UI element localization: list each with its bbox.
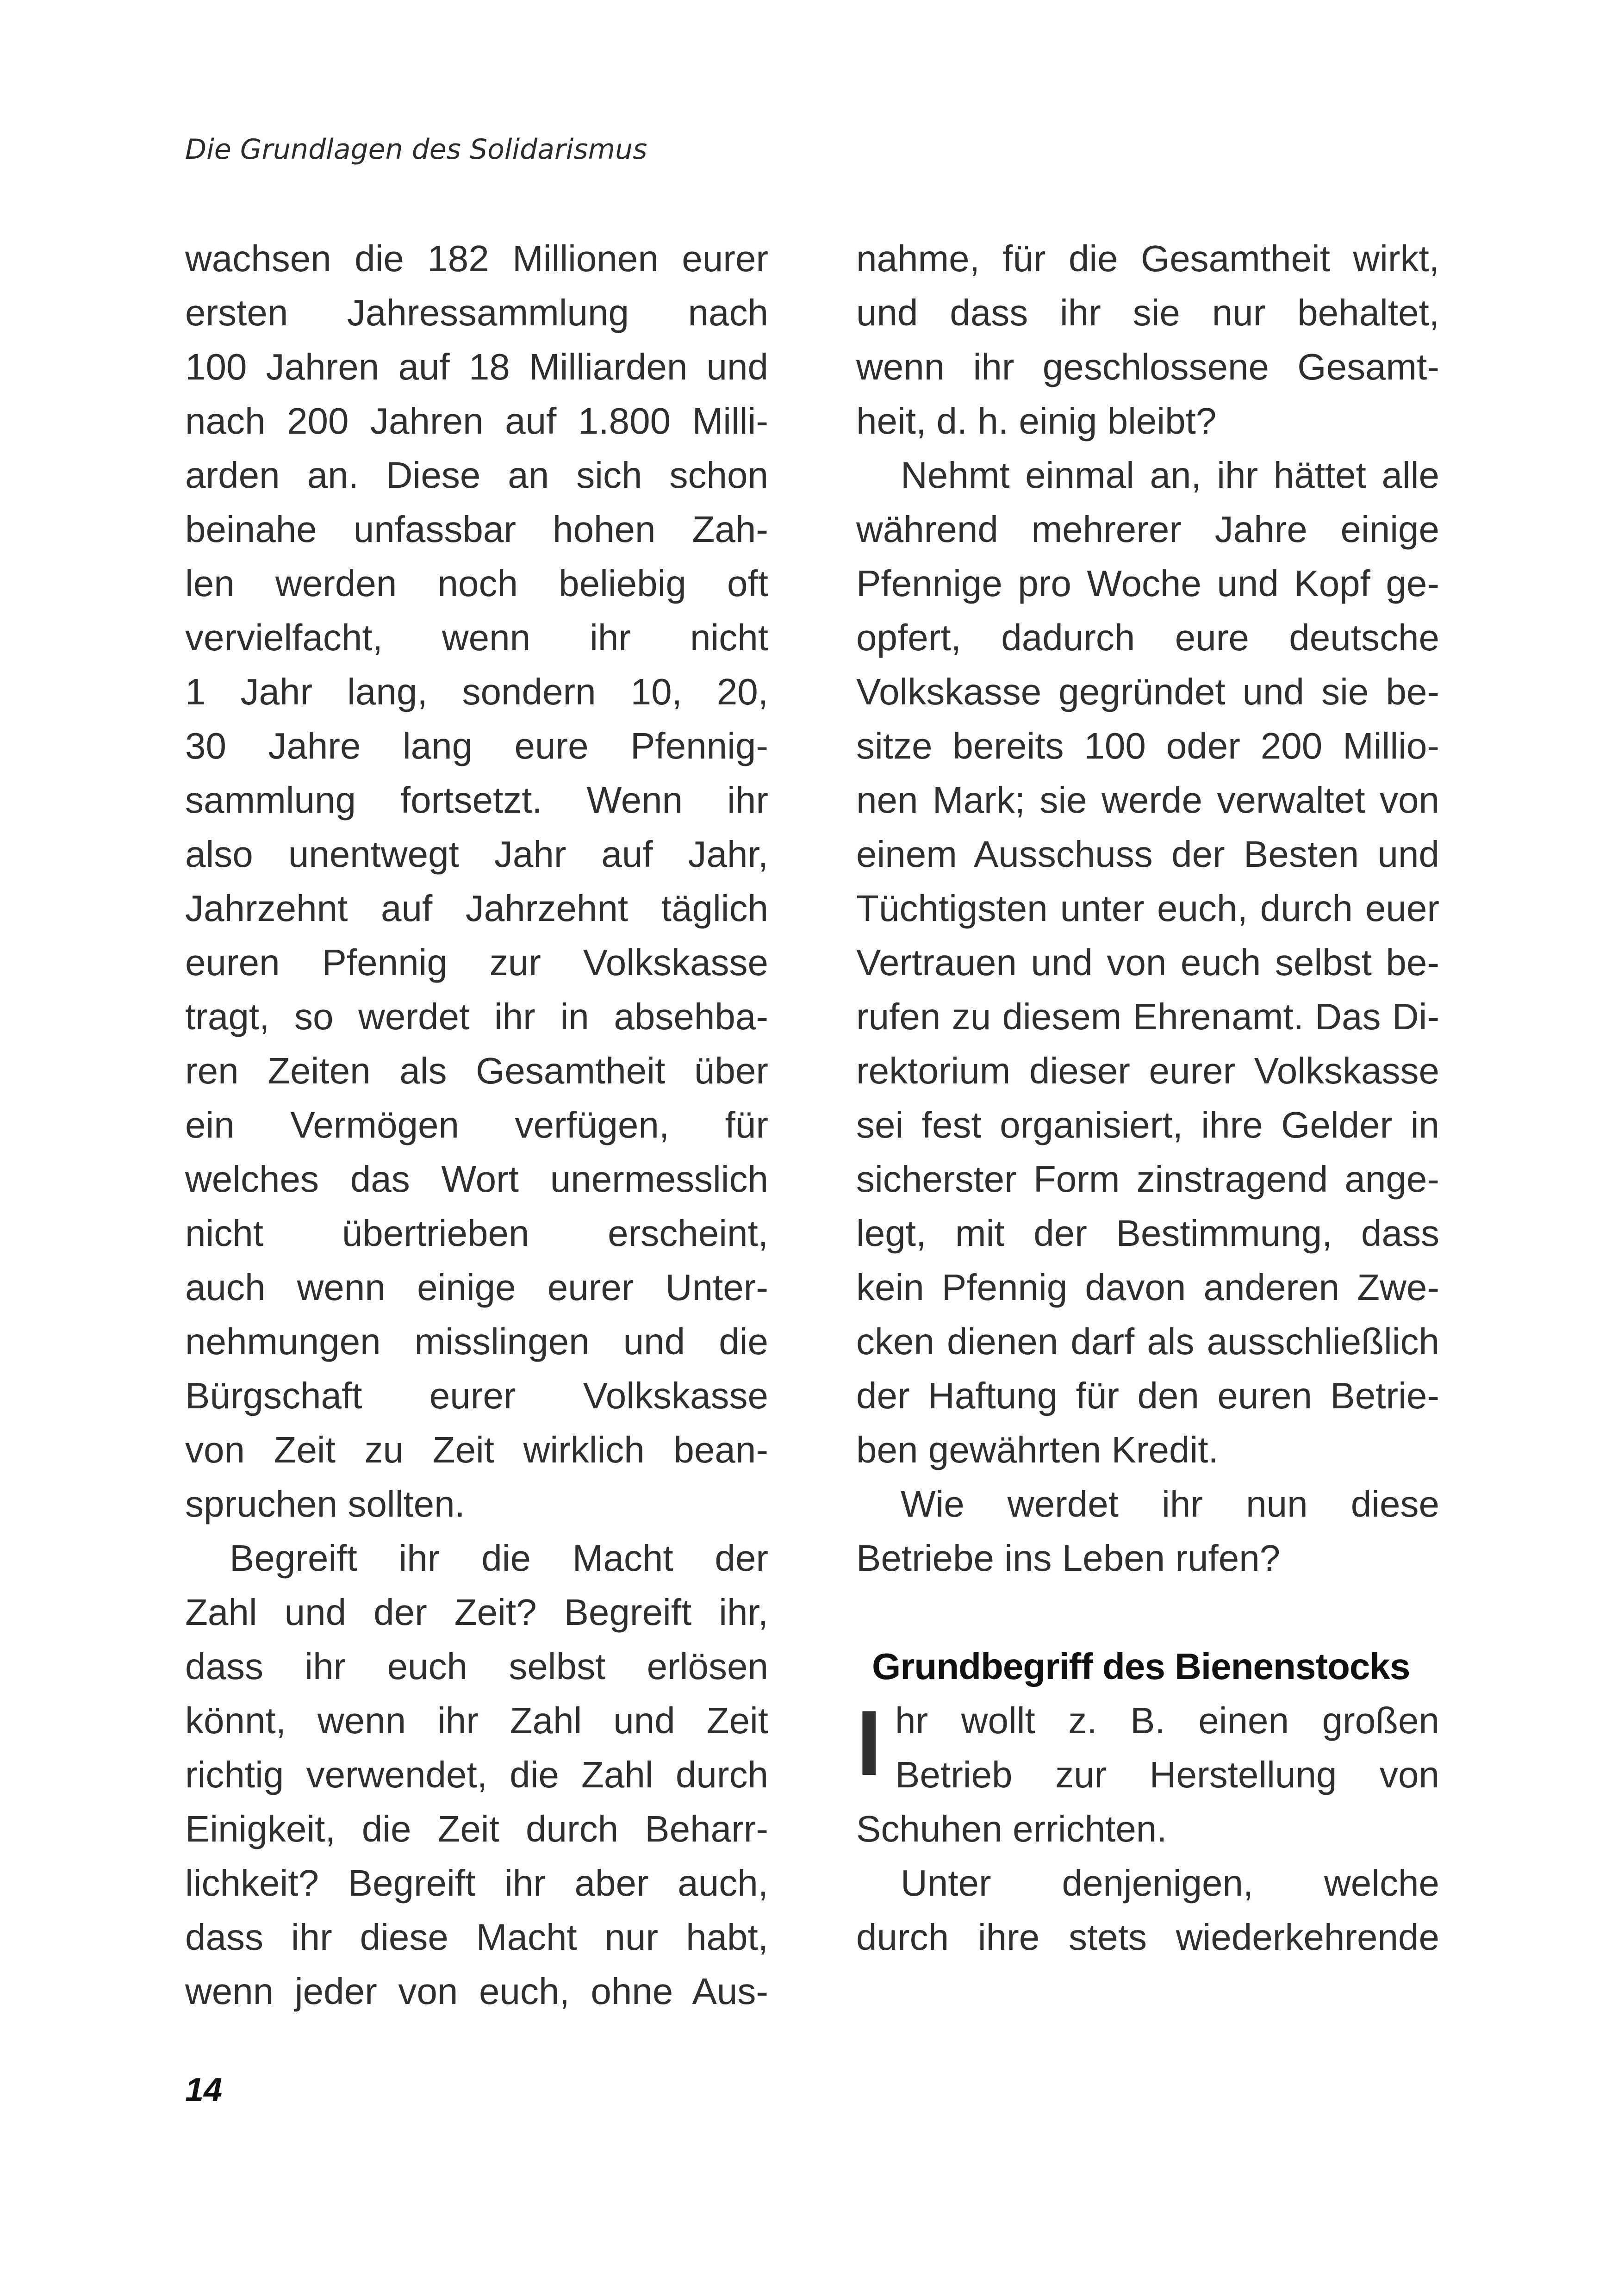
text-line: Vertrauen und von euch selbst be- — [856, 942, 1439, 983]
text-line: nen Mark; sie werde verwaltet von — [856, 779, 1439, 821]
text-line: Volkskasse gegründet und sie be- — [856, 671, 1439, 712]
text-line: cken dienen darf als ausschließlich — [856, 1321, 1439, 1362]
text-line: einem Ausschuss der Besten und — [856, 834, 1439, 875]
text-line: sitze bereits 100 oder 200 Millio- — [856, 725, 1439, 766]
text-line: dass ihr diese Macht nur habt, — [185, 1916, 768, 1958]
right-column — [856, 231, 1439, 1964]
text-line: Tüchtigsten unter euch, durch euer — [856, 888, 1439, 929]
text-line: ren Zeiten als Gesamtheit über — [185, 1050, 768, 1091]
text-line: 30 Jahre lang eure Pfennig- — [185, 725, 768, 766]
text-line: nehmungen misslingen und die — [185, 1321, 768, 1362]
text-line: nicht übertrieben erscheint, — [185, 1213, 768, 1254]
text-line: also unentwegt Jahr auf Jahr, — [185, 834, 768, 875]
text-line: nach 200 Jahren auf 1.800 Milli- — [185, 400, 768, 442]
text-line: arden an. Diese an sich schon — [185, 454, 768, 496]
text-line: Nehmt einmal an, ihr hättet alle — [901, 454, 1439, 496]
text-line: heit, d. h. einig bleibt? — [856, 400, 1217, 442]
text-line: spruchen sollten. — [185, 1483, 465, 1524]
page-number: 14 — [185, 2072, 223, 2109]
text-line: ein Vermögen verfügen, für — [185, 1104, 768, 1145]
text-line: 1 Jahr lang, sondern 10, 20, — [185, 671, 768, 712]
text-line: rufen zu diesem Ehrenamt. Das Di- — [856, 996, 1439, 1037]
text-line: könnt, wenn ihr Zahl und Zeit — [185, 1700, 768, 1741]
text-line: von Zeit zu Zeit wirklich bean- — [185, 1429, 768, 1470]
text-line: auch wenn einige eurer Unter- — [185, 1267, 768, 1308]
text-line: lichkeit? Begreift ihr aber auch, — [185, 1862, 768, 1904]
text-line: Bürgschaft eurer Volkskasse — [185, 1375, 768, 1416]
text-line: während mehrerer Jahre einige — [856, 509, 1439, 550]
text-line: euren Pfennig zur Volkskasse — [185, 942, 768, 983]
text-line: durch ihre stets wiederkehrende — [856, 1916, 1439, 1958]
text-line: dass ihr euch selbst erlösen — [185, 1646, 768, 1687]
text-line: richtig verwendet, die Zahl durch — [185, 1754, 768, 1795]
text-line: und dass ihr sie nur behaltet, — [856, 292, 1439, 333]
text-line: rektorium dieser eurer Volkskasse — [856, 1050, 1439, 1091]
text-line: beinahe unfassbar hohen Zah- — [185, 509, 768, 550]
text-line: sammlung fortsetzt. Wenn ihr — [185, 779, 768, 821]
text-line: Pfennige pro Woche und Kopf ge- — [856, 563, 1439, 604]
text-line: opfert, dadurch eure deutsche — [856, 617, 1439, 658]
text-line: len werden noch beliebig oft — [185, 563, 768, 604]
drop-cap: I — [856, 1692, 882, 1795]
text-line: Wie werdet ihr nun diese — [901, 1483, 1439, 1524]
text-line: vervielfacht, wenn ihr nicht — [185, 617, 768, 658]
text-line-content: hr wollt z. B. einen großen — [895, 1700, 1439, 1741]
text-line: welches das Wort unermesslich — [185, 1158, 768, 1200]
text-line: ben gewährten Kredit. — [856, 1429, 1219, 1470]
text-line: tragt, so werdet ihr in absehba- — [185, 996, 768, 1037]
text-line: Begreift ihr die Macht der — [230, 1537, 768, 1579]
text-line: 100 Jahren auf 18 Milliarden und — [185, 346, 768, 387]
text-line: legt, mit der Bestimmung, dass — [856, 1213, 1439, 1254]
text-line: wachsen die 182 Millionen eurer — [185, 238, 768, 279]
text-line: Betriebe ins Leben rufen? — [856, 1537, 1281, 1579]
running-header: Die Grundlagen des Solidarismus — [185, 133, 647, 166]
left-column — [185, 231, 768, 2018]
text-line: sei fest organisiert, ihre Gelder in — [856, 1104, 1439, 1145]
text-line: Betrieb zur Herstellung von — [895, 1754, 1439, 1795]
text-line: Unter denjenigen, welche — [901, 1862, 1439, 1904]
text-line: wenn jeder von euch, ohne Aus- — [185, 1971, 768, 2012]
text-line: nahme, für die Gesamtheit wirkt, — [856, 238, 1439, 279]
text-line: ersten Jahressammlung nach — [185, 292, 768, 333]
text-line: kein Pfennig davon anderen Zwe- — [856, 1267, 1439, 1308]
text-line: Zahl und der Zeit? Begreift ihr, — [185, 1592, 768, 1633]
section-heading: Grundbegriff des Bienenstocks — [872, 1646, 1410, 1687]
text-line: sicherster Form zinstragend ange- — [856, 1158, 1439, 1200]
text-line: der Haftung für den euren Betrie- — [856, 1375, 1439, 1416]
text-line: Einigkeit, die Zeit durch Beharr- — [185, 1808, 768, 1849]
text-line: wenn ihr geschlossene Gesamt- — [856, 346, 1439, 387]
text-line: Jahrzehnt auf Jahrzehnt täglich — [185, 888, 768, 929]
text-line: Schuhen errichten. — [856, 1808, 1167, 1849]
